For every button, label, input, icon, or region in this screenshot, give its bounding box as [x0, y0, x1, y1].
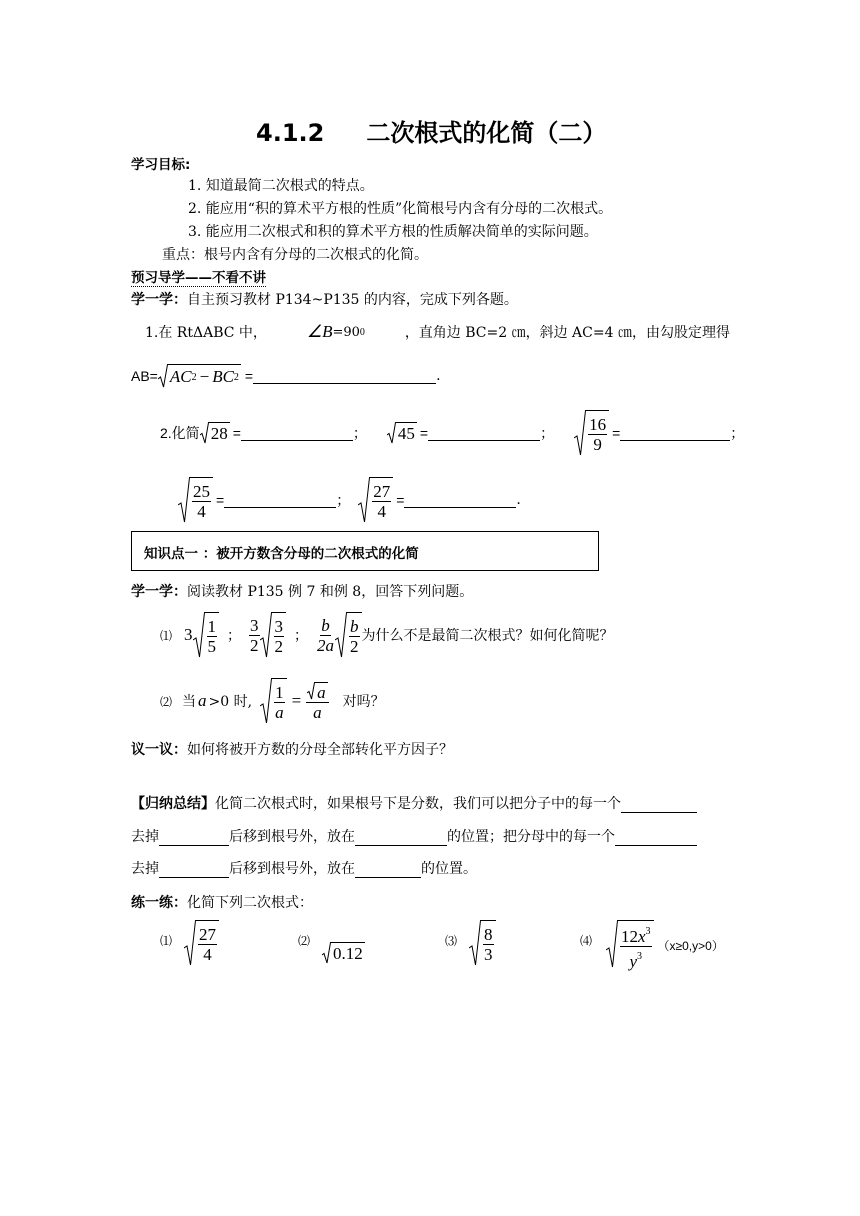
- answer-blank-25-4[interactable]: [224, 493, 336, 508]
- ab-answer-blank[interactable]: [253, 369, 436, 384]
- discuss-line: [131, 739, 453, 759]
- learn1-q2-line2: $\frac{25}{4}$ = ； $\frac{27}{4}$ = .: [178, 477, 521, 523]
- expr-b-2a-sqrt-b-2: $\frac{b}{2a}$ $\frac{b}{2}$: [316, 612, 362, 658]
- summary-line-1: 【归纳总结】 化简二次根式时，如果根号下是分数，我们可以把分子中的每一个: [131, 793, 697, 813]
- learn2-q1: ⑴ 3 $\frac{1}{5}$ ； $\frac{3}{2}$ $\frac{3}{2}$ ； $\frac{b}{2a}$ $\frac{b}{2}$ 为什么不是最简二次根式？如何化简呢？: [160, 612, 614, 658]
- ab-eq: =: [244, 368, 254, 384]
- q1-angle: ∠B =90 0: [306, 322, 365, 341]
- summary-blank-3[interactable]: [355, 831, 447, 846]
- sqrt-28: 28: [200, 422, 230, 444]
- expr-3-sqrt-1-5: 3 $\frac{1}{5}$: [184, 612, 219, 658]
- objective-item-2: 2. 能应用“积的算术平方根的性质”化简根号内含有分母的二次根式。: [188, 201, 613, 217]
- practice-items: ⑴ $\frac{27}{4}$ ⑵ 0.12 ⑶ $\frac{8}{3}$ ⑷ $\frac{12x^3}{y^3}$ （x≥0,y>0）: [160, 920, 740, 970]
- learn1-line: [131, 289, 518, 309]
- title-number: 4.1.2: [256, 119, 325, 147]
- key-point: 重点：根号内含有分母的二次根式的化简。: [162, 247, 428, 263]
- summary-label: 【归纳总结】: [131, 796, 215, 812]
- summary-line-2: 去掉 后移到根号外，放在 的位置；把分母中的每一个: [131, 826, 697, 846]
- practice-4-expr: $\frac{12x^3}{y^3}$ （x≥0,y>0）: [606, 920, 724, 971]
- summary-blank-6[interactable]: [355, 863, 421, 878]
- practice-text: 化简下列二次根式：: [187, 895, 313, 911]
- expr-sqrt-1-a: $\frac{1}{a}$ = $\frac{a}{a}$: [260, 678, 329, 724]
- answer-blank-45[interactable]: [428, 426, 540, 441]
- summary-blank-2[interactable]: [159, 831, 229, 846]
- ab-period: .: [436, 368, 441, 384]
- practice-label: 练一练：: [131, 895, 187, 911]
- ab-prefix: AB=: [131, 368, 158, 384]
- q1-part-a: 1.在 RtΔABC 中，: [145, 325, 267, 341]
- q1-part-b: ，直角边 BC=2 ㎝，斜边 AC=4 ㎝，由勾股定理得: [404, 325, 730, 341]
- learn2-text: 阅读教材 P135 例 7 和例 8，回答下列问题。: [187, 584, 474, 600]
- objective-item-1: 1. 知道最简二次根式的特点。: [188, 178, 374, 194]
- title-text: 二次根式的化简（二）: [366, 119, 607, 147]
- learn2-q2: ⑵ 当 a >0 时, $\frac{1}{a}$ = $\frac{a}{a}$ 对吗？: [160, 678, 385, 724]
- summary-line-3: 去掉 后移到根号外，放在 的位置。: [131, 861, 477, 877]
- preview-heading: 预习导学——不看不讲: [131, 266, 266, 287]
- summary-blank-4[interactable]: [615, 831, 697, 846]
- page-title: [256, 113, 606, 148]
- practice-3-expr: $\frac{8}{3}$: [469, 920, 496, 966]
- sqrt-25-4: $\frac{25}{4}$: [178, 477, 213, 523]
- learn1-label: 学一学：: [131, 292, 187, 308]
- learn2-label: 学一学：: [131, 584, 187, 600]
- practice-2-expr: 0.12: [322, 942, 365, 964]
- learn2-line: [131, 581, 473, 601]
- ab-line: [131, 364, 441, 388]
- answer-blank-16-9[interactable]: [620, 426, 730, 441]
- knowledge-box-label: 知识点一 ：被开方数含分母的二次根式的化简: [144, 546, 419, 562]
- answer-blank-27-4[interactable]: [404, 493, 516, 508]
- learn1-q1: [145, 322, 730, 342]
- answer-blank-28[interactable]: [241, 426, 353, 441]
- sqrt-27-4: $\frac{27}{4}$: [358, 477, 393, 523]
- ab-radical: AC 2 − BC 2: [158, 364, 241, 388]
- practice-line: [131, 892, 313, 912]
- practice-1-expr: $\frac{27}{4}$: [184, 920, 219, 966]
- sqrt-45: 45: [387, 422, 417, 444]
- discuss-label: 议一议：: [131, 742, 187, 758]
- sqrt-16-9: $\frac{16}{9}$: [574, 410, 609, 456]
- learn1-text: 自主预习教材 P134~P135 的内容，完成下列各题。: [187, 292, 518, 308]
- q2-label: 2.化简: [160, 425, 200, 441]
- learn2-q1-text: 为什么不是最简二次根式？如何化简呢？: [361, 628, 614, 644]
- learn1-q2: 2.化简 28 = ； 45 = ； $\frac{16}{9}$ = ；: [160, 410, 744, 456]
- objectives-heading: 学习目标:: [131, 157, 191, 173]
- discuss-text: 如何将被开方数的分母全部转化平方因子？: [187, 742, 453, 758]
- objective-item-3: 3. 能应用二次根式和积的算术平方根的性质解决简单的实际问题。: [188, 224, 598, 240]
- summary-blank-5[interactable]: [159, 863, 229, 878]
- practice-4-condition: （x≥0,y>0）: [657, 939, 724, 953]
- knowledge-box: [131, 531, 599, 571]
- summary-blank-1[interactable]: [621, 798, 697, 813]
- expr-3-2-sqrt-3-2: $\frac{3}{2}$ $\frac{3}{2}$: [249, 612, 286, 658]
